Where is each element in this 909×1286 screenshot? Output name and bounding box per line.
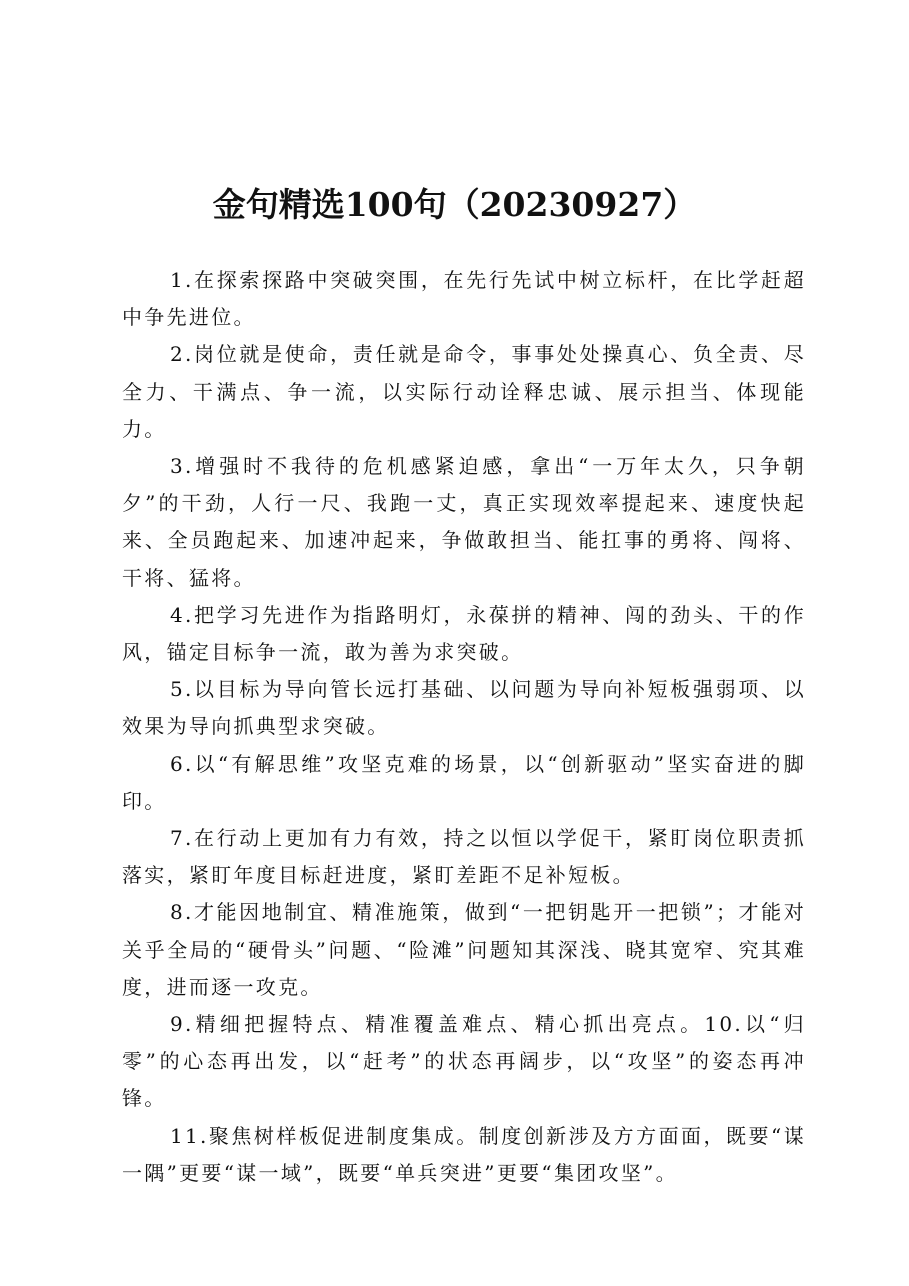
paragraph-7: 7.在行动上更加有力有效，持之以恒以学促干，紧盯岗位职责抓落实，紧盯年度目标赶进度，紧盯差距不足补短板。 (122, 826, 806, 888)
document-body (122, 262, 806, 1192)
paragraph-2: 2.岗位就是使命，责任就是命令，事事处处操真心、负全责、尽全力、干满点、争一流，以实际行动诠释忠诚、展示担当、体现能力。 (122, 342, 806, 441)
paragraph-6: 6.以“有解思维”攻坚克难的场景，以“创新驱动”坚实奋进的脚印。 (122, 751, 806, 813)
paragraph-9: 9.精细把握特点、精准覆盖难点、精心抓出亮点。10.以“归零”的心态再出发，以“赶考”的状态再阔步，以“攻坚”的姿态再冲锋。 (122, 1012, 806, 1111)
paragraph-1: 1.在探索探路中突破突围，在先行先试中树立标杆，在比学赶超中争先进位。 (122, 268, 806, 330)
paragraph-11: 11.聚焦树样板促进制度集成。制度创新涉及方方面面，既要“谋一隅”更要“谋一域”，既要“单兵突进”更要“集团攻坚”。 (122, 1123, 806, 1185)
paragraph-5: 5.以目标为导向管长远打基础、以问题为导向补短板强弱项、以效果为导向抓典型求突破。 (122, 677, 806, 739)
paragraph-8: 8.才能因地制宜、精准施策，做到“一把钥匙开一把锁”；才能对关乎全局的“硬骨头”问题、“险滩”问题知其深浅、晓其宽窄、究其难度，进而逐一攻克。 (122, 900, 806, 999)
paragraph-4: 4.把学习先进作为指路明灯，永葆拼的精神、闯的劲头、干的作风，锚定目标争一流，敢为善为求突破。 (122, 602, 806, 665)
paragraph-3: 3.增强时不我待的危机感紧迫感，拿出“一万年太久，只争朝夕”的干劲，人行一尺、我跑一丈，真正实现效率提起来、速度快起来、全员跑起来、加速冲起来，争做敢担当、能扛事的勇将、闯将、干将、猛将。 (122, 454, 806, 590)
document-title: 金句精选100句（20230927） (212, 185, 697, 224)
